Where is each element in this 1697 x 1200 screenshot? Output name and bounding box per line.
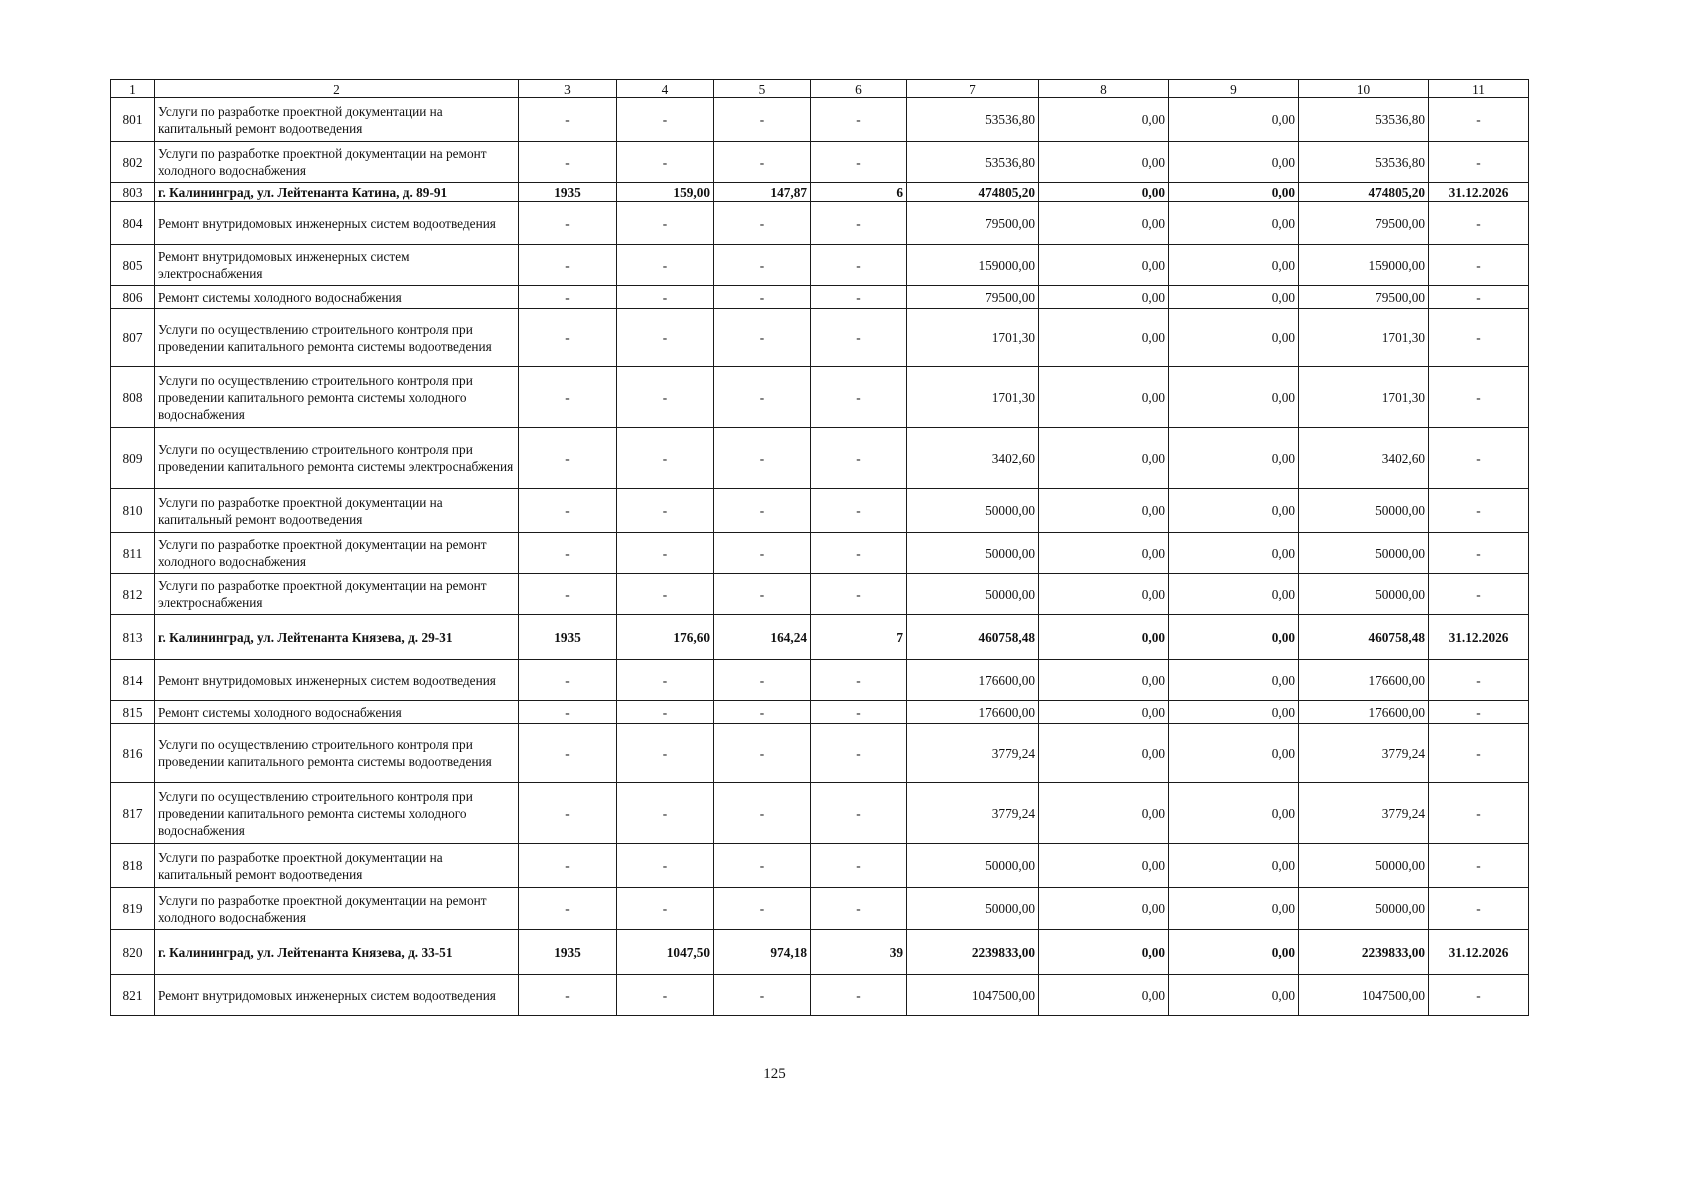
cell-col-6: - xyxy=(811,701,907,724)
cell-col-3: - xyxy=(519,888,617,930)
work-row xyxy=(111,142,1529,183)
cell-col-6: - xyxy=(811,888,907,930)
cell-col-11: - xyxy=(1429,98,1529,142)
cell-col-6: - xyxy=(811,724,907,783)
cell-col-11: - xyxy=(1429,783,1529,844)
address-row xyxy=(111,615,1529,660)
cell-col-3: - xyxy=(519,660,617,701)
column-header: 4 xyxy=(617,80,714,98)
cell-col-11: - xyxy=(1429,286,1529,309)
cell-col-11: - xyxy=(1429,888,1529,930)
cell-col-9: 0,00 xyxy=(1169,183,1299,202)
cell-col-5: - xyxy=(714,245,811,286)
cell-col-7: 1047500,00 xyxy=(907,975,1039,1016)
cell-col-5: - xyxy=(714,202,811,245)
cell-col-8: 0,00 xyxy=(1039,183,1169,202)
cell-col-4: - xyxy=(617,367,714,428)
cell-col-7: 50000,00 xyxy=(907,574,1039,615)
work-row xyxy=(111,724,1529,783)
cell-col-9: 0,00 xyxy=(1169,367,1299,428)
work-description: Услуги по разработке проектной документации на ремонт холодного водоснабжения xyxy=(155,888,519,930)
cell-col-11: - xyxy=(1429,844,1529,888)
address-row xyxy=(111,930,1529,975)
cell-col-5: - xyxy=(714,489,811,533)
cell-col-8: 0,00 xyxy=(1039,533,1169,574)
column-header: 10 xyxy=(1299,80,1429,98)
row-number: 802 xyxy=(111,142,155,183)
cell-col-8: 0,00 xyxy=(1039,367,1169,428)
column-header: 3 xyxy=(519,80,617,98)
cell-col-6: - xyxy=(811,975,907,1016)
cell-col-8: 0,00 xyxy=(1039,428,1169,489)
cell-col-8: 0,00 xyxy=(1039,844,1169,888)
row-number: 801 xyxy=(111,98,155,142)
cell-col-7: 50000,00 xyxy=(907,888,1039,930)
row-number: 817 xyxy=(111,783,155,844)
cell-col-4: - xyxy=(617,286,714,309)
cell-col-5: - xyxy=(714,660,811,701)
cell-col-10: 79500,00 xyxy=(1299,286,1429,309)
cell-col-11: 31.12.2026 xyxy=(1429,183,1529,202)
cell-col-7: 460758,48 xyxy=(907,615,1039,660)
cell-col-8: 0,00 xyxy=(1039,142,1169,183)
column-header: 6 xyxy=(811,80,907,98)
cell-col-8: 0,00 xyxy=(1039,724,1169,783)
cell-col-5: - xyxy=(714,783,811,844)
cell-col-6: - xyxy=(811,245,907,286)
cell-col-4: - xyxy=(617,533,714,574)
cell-col-6: - xyxy=(811,574,907,615)
cell-col-3: - xyxy=(519,574,617,615)
row-number: 812 xyxy=(111,574,155,615)
cell-col-5: - xyxy=(714,533,811,574)
cell-col-10: 1701,30 xyxy=(1299,367,1429,428)
work-row xyxy=(111,286,1529,309)
cell-col-4: - xyxy=(617,844,714,888)
cell-col-7: 3779,24 xyxy=(907,783,1039,844)
column-header: 9 xyxy=(1169,80,1299,98)
cell-col-11: 31.12.2026 xyxy=(1429,615,1529,660)
row-number: 804 xyxy=(111,202,155,245)
cell-col-6: - xyxy=(811,309,907,367)
cell-col-10: 50000,00 xyxy=(1299,533,1429,574)
cell-col-7: 1701,30 xyxy=(907,367,1039,428)
work-description: Услуги по осуществлению строительного контроля при проведении капитального ремонта системы холодного водоснабжения xyxy=(155,367,519,428)
cell-col-10: 53536,80 xyxy=(1299,142,1429,183)
cell-col-6: 6 xyxy=(811,183,907,202)
cell-col-5: - xyxy=(714,286,811,309)
cell-col-5: - xyxy=(714,701,811,724)
cell-col-11: - xyxy=(1429,533,1529,574)
cell-col-5: - xyxy=(714,888,811,930)
cell-col-10: 2239833,00 xyxy=(1299,930,1429,975)
column-number-row xyxy=(111,80,1529,98)
cell-col-7: 79500,00 xyxy=(907,202,1039,245)
work-description: Услуги по разработке проектной документации на капитальный ремонт водоотведения xyxy=(155,489,519,533)
cell-col-11: - xyxy=(1429,701,1529,724)
cell-col-11: - xyxy=(1429,975,1529,1016)
cell-col-9: 0,00 xyxy=(1169,888,1299,930)
cell-col-3: 1935 xyxy=(519,930,617,975)
work-row xyxy=(111,428,1529,489)
row-number: 809 xyxy=(111,428,155,489)
row-number: 815 xyxy=(111,701,155,724)
work-description: Услуги по осуществлению строительного контроля при проведении капитального ремонта системы водоотведения xyxy=(155,724,519,783)
cell-col-9: 0,00 xyxy=(1169,930,1299,975)
works-table xyxy=(110,79,1529,1016)
cell-col-10: 50000,00 xyxy=(1299,574,1429,615)
address-cell: г. Калининград, ул. Лейтенанта Катина, д. 89-91 xyxy=(155,183,519,202)
cell-col-8: 0,00 xyxy=(1039,888,1169,930)
cell-col-8: 0,00 xyxy=(1039,574,1169,615)
cell-col-11: - xyxy=(1429,574,1529,615)
row-number: 820 xyxy=(111,930,155,975)
address-cell: г. Калининград, ул. Лейтенанта Князева, д. 29-31 xyxy=(155,615,519,660)
column-header: 2 xyxy=(155,80,519,98)
cell-col-5: - xyxy=(714,367,811,428)
cell-col-9: 0,00 xyxy=(1169,98,1299,142)
cell-col-8: 0,00 xyxy=(1039,245,1169,286)
work-description: Ремонт внутридомовых инженерных систем водоотведения xyxy=(155,202,519,245)
work-description: Услуги по осуществлению строительного контроля при проведении капитального ремонта системы холодного водоснабжения xyxy=(155,783,519,844)
cell-col-5: - xyxy=(714,142,811,183)
row-number: 811 xyxy=(111,533,155,574)
row-number: 808 xyxy=(111,367,155,428)
cell-col-6: - xyxy=(811,142,907,183)
work-description: Услуги по разработке проектной документации на капитальный ремонт водоотведения xyxy=(155,844,519,888)
cell-col-4: 176,60 xyxy=(617,615,714,660)
column-header: 1 xyxy=(111,80,155,98)
cell-col-4: - xyxy=(617,428,714,489)
cell-col-3: - xyxy=(519,783,617,844)
cell-col-8: 0,00 xyxy=(1039,975,1169,1016)
row-number: 813 xyxy=(111,615,155,660)
work-row xyxy=(111,975,1529,1016)
cell-col-9: 0,00 xyxy=(1169,286,1299,309)
cell-col-9: 0,00 xyxy=(1169,202,1299,245)
cell-col-3: - xyxy=(519,975,617,1016)
cell-col-9: 0,00 xyxy=(1169,533,1299,574)
column-header: 5 xyxy=(714,80,811,98)
cell-col-11: - xyxy=(1429,245,1529,286)
work-description: Ремонт внутридомовых инженерных систем электроснабжения xyxy=(155,245,519,286)
cell-col-3: - xyxy=(519,724,617,783)
cell-col-4: - xyxy=(617,574,714,615)
work-row xyxy=(111,533,1529,574)
cell-col-7: 50000,00 xyxy=(907,844,1039,888)
cell-col-8: 0,00 xyxy=(1039,309,1169,367)
work-description: Услуги по разработке проектной документации на капитальный ремонт водоотведения xyxy=(155,98,519,142)
cell-col-11: - xyxy=(1429,202,1529,245)
cell-col-6: - xyxy=(811,783,907,844)
cell-col-6: 7 xyxy=(811,615,907,660)
column-header: 8 xyxy=(1039,80,1169,98)
cell-col-8: 0,00 xyxy=(1039,930,1169,975)
cell-col-11: - xyxy=(1429,309,1529,367)
cell-col-4: - xyxy=(617,975,714,1016)
cell-col-4: - xyxy=(617,202,714,245)
row-number: 821 xyxy=(111,975,155,1016)
cell-col-3: 1935 xyxy=(519,183,617,202)
cell-col-8: 0,00 xyxy=(1039,489,1169,533)
cell-col-5: - xyxy=(714,428,811,489)
work-description: Ремонт внутридомовых инженерных систем водоотведения xyxy=(155,975,519,1016)
cell-col-3: - xyxy=(519,701,617,724)
table-body xyxy=(111,98,1529,1016)
row-number: 803 xyxy=(111,183,155,202)
work-row xyxy=(111,367,1529,428)
cell-col-10: 1701,30 xyxy=(1299,309,1429,367)
cell-col-3: - xyxy=(519,367,617,428)
cell-col-10: 53536,80 xyxy=(1299,98,1429,142)
column-header: 7 xyxy=(907,80,1039,98)
cell-col-3: - xyxy=(519,202,617,245)
cell-col-4: 1047,50 xyxy=(617,930,714,975)
cell-col-5: - xyxy=(714,975,811,1016)
work-row xyxy=(111,574,1529,615)
cell-col-6: - xyxy=(811,367,907,428)
cell-col-4: - xyxy=(617,142,714,183)
cell-col-8: 0,00 xyxy=(1039,615,1169,660)
cell-col-8: 0,00 xyxy=(1039,701,1169,724)
cell-col-7: 3402,60 xyxy=(907,428,1039,489)
cell-col-10: 1047500,00 xyxy=(1299,975,1429,1016)
column-header: 11 xyxy=(1429,80,1529,98)
cell-col-8: 0,00 xyxy=(1039,783,1169,844)
work-row xyxy=(111,844,1529,888)
cell-col-10: 3779,24 xyxy=(1299,724,1429,783)
cell-col-4: - xyxy=(617,888,714,930)
cell-col-3: - xyxy=(519,245,617,286)
cell-col-7: 1701,30 xyxy=(907,309,1039,367)
cell-col-9: 0,00 xyxy=(1169,309,1299,367)
cell-col-10: 176600,00 xyxy=(1299,701,1429,724)
cell-col-6: - xyxy=(811,844,907,888)
cell-col-6: 39 xyxy=(811,930,907,975)
cell-col-4: - xyxy=(617,660,714,701)
cell-col-9: 0,00 xyxy=(1169,142,1299,183)
cell-col-9: 0,00 xyxy=(1169,701,1299,724)
cell-col-4: - xyxy=(617,783,714,844)
row-number: 818 xyxy=(111,844,155,888)
cell-col-10: 50000,00 xyxy=(1299,844,1429,888)
work-row xyxy=(111,701,1529,724)
cell-col-5: - xyxy=(714,309,811,367)
cell-col-10: 79500,00 xyxy=(1299,202,1429,245)
row-number: 819 xyxy=(111,888,155,930)
cell-col-10: 159000,00 xyxy=(1299,245,1429,286)
cell-col-3: - xyxy=(519,98,617,142)
cell-col-5: - xyxy=(714,574,811,615)
work-description: Услуги по разработке проектной документации на ремонт холодного водоснабжения xyxy=(155,533,519,574)
cell-col-5: - xyxy=(714,98,811,142)
cell-col-3: - xyxy=(519,533,617,574)
cell-col-8: 0,00 xyxy=(1039,286,1169,309)
cell-col-7: 176600,00 xyxy=(907,660,1039,701)
cell-col-10: 474805,20 xyxy=(1299,183,1429,202)
cell-col-7: 53536,80 xyxy=(907,142,1039,183)
work-description: Услуги по разработке проектной документации на ремонт электроснабжения xyxy=(155,574,519,615)
cell-col-9: 0,00 xyxy=(1169,574,1299,615)
cell-col-3: 1935 xyxy=(519,615,617,660)
cell-col-9: 0,00 xyxy=(1169,783,1299,844)
cell-col-11: - xyxy=(1429,489,1529,533)
cell-col-6: - xyxy=(811,489,907,533)
cell-col-7: 79500,00 xyxy=(907,286,1039,309)
cell-col-10: 176600,00 xyxy=(1299,660,1429,701)
work-row xyxy=(111,489,1529,533)
work-row xyxy=(111,98,1529,142)
cell-col-9: 0,00 xyxy=(1169,428,1299,489)
cell-col-8: 0,00 xyxy=(1039,660,1169,701)
work-description: Ремонт системы холодного водоснабжения xyxy=(155,286,519,309)
cell-col-7: 2239833,00 xyxy=(907,930,1039,975)
work-description: Услуги по осуществлению строительного контроля при проведении капитального ремонта системы водоотведения xyxy=(155,309,519,367)
cell-col-9: 0,00 xyxy=(1169,245,1299,286)
cell-col-7: 3779,24 xyxy=(907,724,1039,783)
cell-col-9: 0,00 xyxy=(1169,975,1299,1016)
cell-col-5: 147,87 xyxy=(714,183,811,202)
cell-col-7: 176600,00 xyxy=(907,701,1039,724)
cell-col-6: - xyxy=(811,286,907,309)
cell-col-10: 460758,48 xyxy=(1299,615,1429,660)
cell-col-3: - xyxy=(519,844,617,888)
cell-col-10: 3779,24 xyxy=(1299,783,1429,844)
cell-col-8: 0,00 xyxy=(1039,98,1169,142)
cell-col-9: 0,00 xyxy=(1169,615,1299,660)
cell-col-9: 0,00 xyxy=(1169,844,1299,888)
work-description: Услуги по осуществлению строительного контроля при проведении капитального ремонта системы электроснабжения xyxy=(155,428,519,489)
cell-col-11: - xyxy=(1429,724,1529,783)
cell-col-9: 0,00 xyxy=(1169,660,1299,701)
row-number: 816 xyxy=(111,724,155,783)
cell-col-11: - xyxy=(1429,660,1529,701)
row-number: 806 xyxy=(111,286,155,309)
cell-col-5: - xyxy=(714,724,811,783)
cell-col-3: - xyxy=(519,428,617,489)
cell-col-4: - xyxy=(617,245,714,286)
work-row xyxy=(111,888,1529,930)
cell-col-9: 0,00 xyxy=(1169,489,1299,533)
cell-col-3: - xyxy=(519,142,617,183)
row-number: 814 xyxy=(111,660,155,701)
cell-col-11: - xyxy=(1429,367,1529,428)
cell-col-10: 3402,60 xyxy=(1299,428,1429,489)
work-row xyxy=(111,309,1529,367)
cell-col-7: 50000,00 xyxy=(907,489,1039,533)
work-row xyxy=(111,783,1529,844)
cell-col-4: - xyxy=(617,309,714,367)
cell-col-5: - xyxy=(714,844,811,888)
cell-col-4: - xyxy=(617,724,714,783)
cell-col-6: - xyxy=(811,533,907,574)
cell-col-11: - xyxy=(1429,142,1529,183)
cell-col-7: 159000,00 xyxy=(907,245,1039,286)
cell-col-3: - xyxy=(519,489,617,533)
cell-col-6: - xyxy=(811,98,907,142)
page-number: 125 xyxy=(763,1066,786,1082)
work-description: Услуги по разработке проектной документации на ремонт холодного водоснабжения xyxy=(155,142,519,183)
cell-col-10: 50000,00 xyxy=(1299,888,1429,930)
cell-col-5: 974,18 xyxy=(714,930,811,975)
cell-col-4: - xyxy=(617,489,714,533)
work-description: Ремонт внутридомовых инженерных систем водоотведения xyxy=(155,660,519,701)
row-number: 810 xyxy=(111,489,155,533)
cell-col-4: - xyxy=(617,701,714,724)
cell-col-8: 0,00 xyxy=(1039,202,1169,245)
work-description: Ремонт системы холодного водоснабжения xyxy=(155,701,519,724)
work-row xyxy=(111,202,1529,245)
cell-col-3: - xyxy=(519,286,617,309)
cell-col-4: 159,00 xyxy=(617,183,714,202)
cell-col-6: - xyxy=(811,428,907,489)
cell-col-6: - xyxy=(811,202,907,245)
cell-col-6: - xyxy=(811,660,907,701)
work-row xyxy=(111,245,1529,286)
row-number: 805 xyxy=(111,245,155,286)
cell-col-7: 50000,00 xyxy=(907,533,1039,574)
cell-col-7: 53536,80 xyxy=(907,98,1039,142)
address-cell: г. Калининград, ул. Лейтенанта Князева, д. 33-51 xyxy=(155,930,519,975)
cell-col-4: - xyxy=(617,98,714,142)
cell-col-11: 31.12.2026 xyxy=(1429,930,1529,975)
cell-col-9: 0,00 xyxy=(1169,724,1299,783)
cell-col-10: 50000,00 xyxy=(1299,489,1429,533)
address-row xyxy=(111,183,1529,202)
work-row xyxy=(111,660,1529,701)
cell-col-11: - xyxy=(1429,428,1529,489)
cell-col-3: - xyxy=(519,309,617,367)
cell-col-5: 164,24 xyxy=(714,615,811,660)
row-number: 807 xyxy=(111,309,155,367)
cell-col-7: 474805,20 xyxy=(907,183,1039,202)
